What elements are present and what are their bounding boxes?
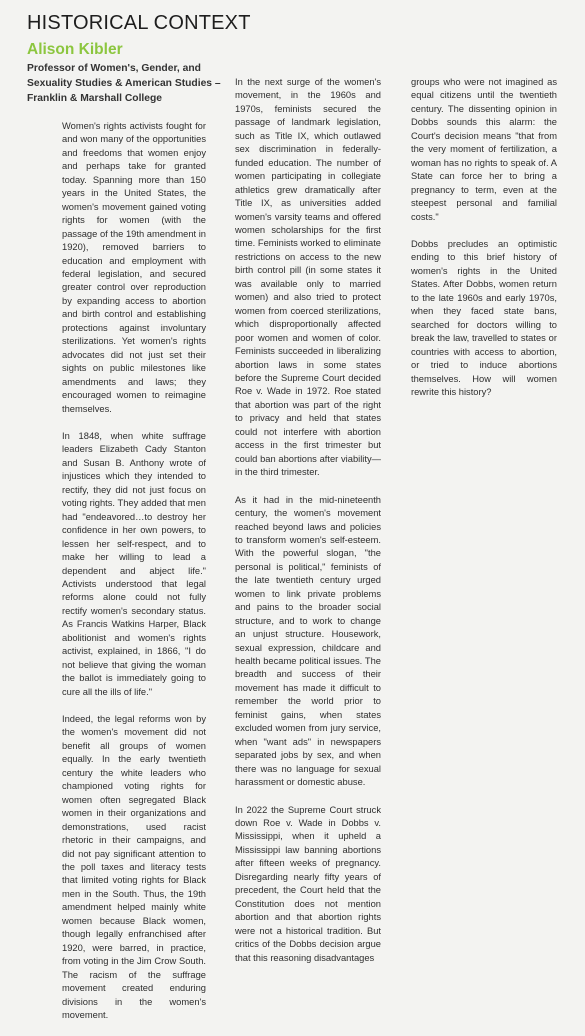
paragraph: In 1848, when white suffrage leaders Elizabeth Cady Stanton and Susan B. Anthony wrote of injustices which they intended to rectify, they did not just focus on voting rights. They added that men had "endeavored…to destroy her confidence in her own powers, to lessen her self-respect, and to make her willing to lead a dependent and abject life." Activists understood that legal reforms alone could not fully rectify women's secondary status. As Francis Watkins Harper, Black abolitionist and women's rights activist, explained, in 1866, "I do not believe that giving the woman the ballot is immediately going to cure all the ills of life."	[62, 430, 206, 697]
paragraph: In 2022 the Supreme Court struck down Roe v. Wade in Dobbs v. Mississippi, when it upheld a Mississippi law banning abortions after fifteen weeks of pregnancy. Disregarding nearly fifty years of precedent, the Court held that the Constitution does not mention abortion and that abortion rights were not a historical tradition. But critics of the Dobbs decision argue that this reasoning disadvantages	[235, 804, 381, 963]
paragraph: In the next surge of the women's movement, in the 1960s and 1970s, feminists secured the passage of landmark legislation, such as Title IX, which outlawed sex discrimination in federally-funded education. The number of women participating in collegiate athletics grew dramatically after Title IX, as universities added women's varsity teams and offered women scholarships for the first time. Feminists worked to eliminate restrictions on access to the new birth control pill (in some states it was available only to married women) and also tried to protect women from coerced sterilizations, which disproportionally affected poor women and women of color. Feminists succeeded in liberalizing abortion laws in some states before the Supreme Court decided Roe v. Wade in 1972. Roe stated that abortion was part of the right to privacy and held that states could not interfere with abortion access in the first trimester but could ban abortions after viability—in the third trimester.	[235, 77, 381, 478]
paragraph: Dobbs precludes an optimistic ending to this brief history of women's rights in the United States. After Dobbs, women return to the late 1960s and early 1970s, when they faced state bans, searched for doctors willing to break the law, travelled to states or countries with access to abortion, or tried to induce abortions themselves. How will women rewrite this history?	[411, 238, 557, 397]
paragraph: Women's rights activists fought for and won many of the opportunities and freedoms that women enjoy and perhaps take for granted today. Spanning more than 150 years in the United States, the women's movement gained voting rights for women (with the passage of the 19th amendment in 1920), removed barriers to education and employment with federal legislation, and secured greater control over reproduction by expanding access to abortion and birth control and establishing protections against involuntary sterilizations. Yet women's rights advocates did not just set their sights on public milestones like amendments and laws; they encouraged women to reimagine themselves.	[62, 121, 206, 414]
author-name: Alison Kibler	[27, 41, 123, 58]
paragraph: Indeed, the legal reforms won by the women's movement did not benefit all groups of women equally. In the early twentieth century the white leaders who championed voting rights for women often segregated Black women in their organizations and demonstrations, used racist rhetoric in their campaigns, and did not pay significant attention to the poll taxes and literacy tests that limited voting rights for Black men in the South. Thus, the 19th amendment helped mainly white women because Black women, though legally enfranchised after 1920, were barred, in practice, from voting in the Jim Crow South. The racism of the suffrage movement created enduring divisions in the women's movement.	[62, 714, 206, 1020]
text-column-3	[411, 76, 557, 413]
text-column-2	[235, 76, 381, 979]
paragraph: As it had in the mid-nineteenth century, the women's movement reached beyond laws and policies to transform women's self-esteem. With the powerful slogan, "the personal is political," feminists of the late twentieth century urged women to link private problems and pains to the broader social structure, and to work to change an unjust structure. Housework, sexual expression, childcare and health became political issues. The breadth and success of their movement has made it difficult to remember the world prior to feminist gains, when states excluded women from jury service, when "want ads" in newspapers separated jobs by sex, and when there was no language for sexual harassment or domestic abuse.	[235, 494, 381, 788]
text-column-1	[62, 120, 206, 1036]
author-affiliation: Professor of Women's, Gender, and Sexuality Studies & American Studies – Franklin & Marshall College	[27, 63, 221, 104]
section-heading: HISTORICAL CONTEXT	[27, 12, 251, 34]
paragraph: groups who were not imagined as equal citizens until the twentieth century. The dissenting opinion in Dobbs sounds this alarm: the Court's decision means "that from the very moment of fertilization, a woman has no rights to speak of. A State can force her to bring a pregnancy to term, even at the steepest personal and familial costs."	[411, 77, 557, 222]
